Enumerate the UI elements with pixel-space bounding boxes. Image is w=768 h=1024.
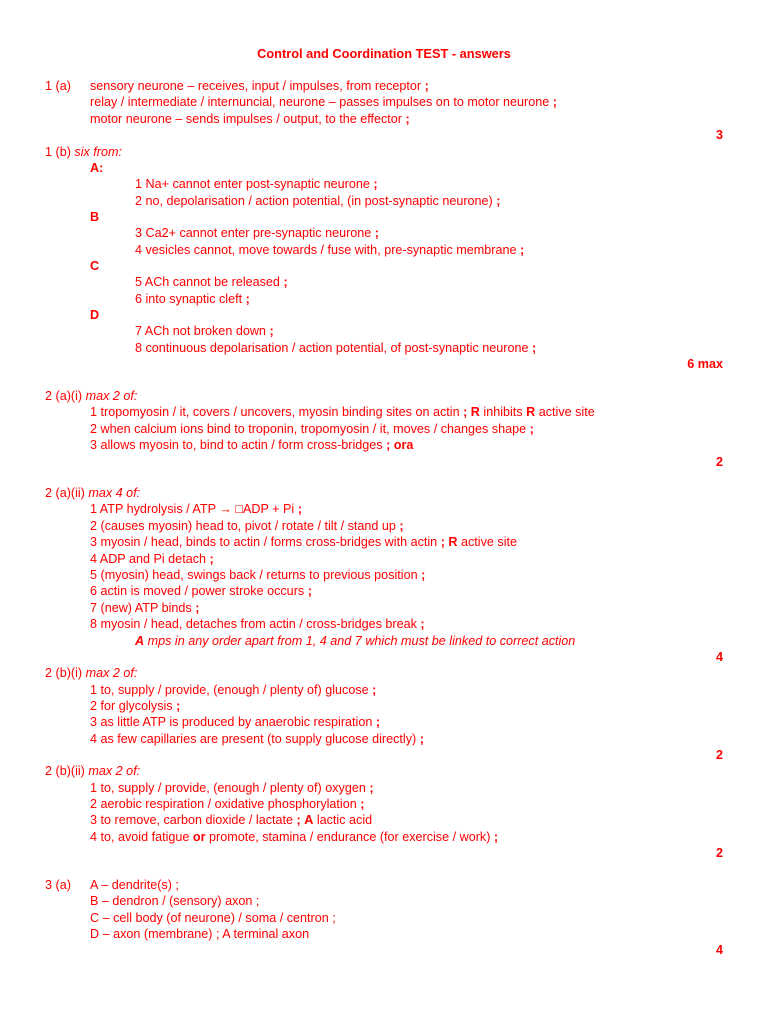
answer-text: 1 ATP hydrolysis / ATP → □ADP + Pi: [90, 502, 295, 516]
marks-total: 4: [715, 943, 723, 957]
answer-line: [90, 714, 380, 730]
mark-separator: ;: [496, 194, 501, 208]
answer-line: [135, 274, 288, 290]
group-heading-c: C: [90, 259, 100, 273]
answer-text: relay / intermediate / internuncial, neurone – passes impulses on to motor neurone: [90, 95, 550, 109]
group-heading-a: A:: [90, 161, 104, 175]
answer-text: 6 actin is moved / power stroke occurs: [90, 584, 305, 598]
mark-separator: ;: [360, 797, 365, 811]
marks-total: 2: [715, 846, 723, 860]
answer-text: 4 vesicles cannot, move towards / fuse with, pre-synaptic membrane: [135, 243, 517, 257]
answer-line: [90, 731, 424, 747]
answer-text: active site: [538, 405, 595, 419]
answer-line: [90, 78, 429, 94]
question-instruction: max 2 of:: [85, 389, 138, 403]
accept-marker: A: [304, 813, 314, 827]
answer-line: [90, 682, 376, 698]
mark-separator: ;: [375, 715, 381, 729]
examiner-note: [135, 633, 575, 649]
answer-text: inhibits: [483, 405, 523, 419]
answer-line: [90, 829, 498, 845]
mark-separator: ;: [421, 568, 426, 582]
answer-line: [135, 340, 536, 356]
mark-separator: ;: [440, 535, 445, 549]
answer-text: 1 to, supply / provide, (enough / plenty of) glucose: [90, 683, 369, 697]
mark-separator: ;: [296, 813, 301, 827]
answer-line: [90, 796, 364, 812]
mark-separator: ;: [372, 683, 377, 697]
answer-text: 1 to, supply / provide, (enough / plenty of) oxygen: [90, 781, 366, 795]
marks-total: 2: [715, 748, 723, 762]
answer-line: [135, 193, 500, 209]
answer-line: [90, 94, 557, 110]
answer-line: [90, 111, 410, 127]
answer-line: [90, 616, 425, 632]
reject-marker: R: [470, 405, 480, 419]
mark-separator: ;: [419, 732, 424, 746]
answer-text: 1 tropomyosin / it, covers / uncovers, myosin binding sites on actin: [90, 405, 460, 419]
answer-text: 2 when calcium ions bind to troponin, tropomyosin / it, moves / changes shape: [90, 422, 527, 436]
reject-marker: R: [448, 535, 458, 549]
answer-text: 2 for glycolysis: [90, 699, 173, 713]
answer-line: [90, 698, 180, 714]
page-title: Control and Coordination TEST - answers: [257, 46, 511, 61]
or-marker: or: [192, 830, 206, 844]
question-number: 2 (a)(ii): [45, 486, 85, 500]
mark-separator: ;: [369, 781, 374, 795]
answer-text: 2 (causes myosin) head to, pivot / rotate / tilt / stand up: [90, 519, 396, 533]
answer-line: [90, 437, 413, 453]
answer-line: [90, 534, 517, 550]
mark-separator: ;: [386, 438, 391, 452]
answer-text: 1 Na+ cannot enter post-synaptic neurone: [135, 177, 370, 191]
answer-line: [90, 421, 534, 437]
mark-separator: ;: [424, 79, 429, 93]
mark-separator: ;: [283, 275, 288, 289]
answer-text: sensory neurone – receives, input / impulses, from receptor: [90, 79, 422, 93]
answer-text: active site: [461, 535, 517, 549]
answer-text: 6 into synaptic cleft: [135, 292, 243, 306]
mark-separator: ;: [529, 422, 534, 436]
question-instruction: six from:: [74, 145, 122, 159]
answer-text: 3 allows myosin to, bind to actin / form cross-bridges: [90, 438, 383, 452]
question-label-2bii: [45, 763, 140, 779]
answer-text: 5 (myosin) head, swings back / returns to previous position: [90, 568, 418, 582]
accept-marker: A: [135, 634, 145, 648]
answer-line: C – cell body (of neurone) / soma / centron ;: [90, 911, 336, 925]
answer-text: lactic acid: [316, 813, 373, 827]
mark-separator: ;: [373, 177, 378, 191]
answer-text: 2 aerobic respiration / oxidative phosphorylation: [90, 797, 357, 811]
mark-separator: ;: [552, 95, 557, 109]
answer-line: [135, 291, 250, 307]
mark-separator: ;: [297, 502, 302, 516]
mark-separator: ;: [374, 226, 379, 240]
mark-separator: ;: [269, 324, 274, 338]
mark-separator: ;: [420, 617, 425, 631]
answer-line: D – axon (membrane) ; A terminal axon: [90, 927, 310, 941]
question-instruction: max 4 of:: [88, 486, 141, 500]
answer-text: 7 ACh not broken down: [135, 324, 266, 338]
answer-line: [90, 780, 374, 796]
question-instruction: max 2 of:: [85, 666, 138, 680]
answer-text: 3 as little ATP is produced by anaerobic respiration: [90, 715, 373, 729]
answer-line: [90, 583, 312, 599]
answer-text: motor neurone – sends impulses / output, to the effector: [90, 112, 402, 126]
answer-text: 8 myosin / head, detaches from actin / cross-bridges break: [90, 617, 417, 631]
question-instruction: max 2 of:: [88, 764, 141, 778]
answer-line: [90, 567, 425, 583]
answer-line: [135, 225, 379, 241]
question-number: 2 (a)(i): [45, 389, 83, 403]
mark-separator: ;: [307, 584, 312, 598]
answer-text: promote, stamina / endurance (for exercise / work): [209, 830, 491, 844]
mark-separator: ;: [176, 699, 181, 713]
question-label-3a: 3 (a): [45, 878, 71, 892]
answer-text: 3 to remove, carbon dioxide / lactate: [90, 813, 294, 827]
answer-line: [90, 501, 302, 517]
question-label-2bi: [45, 665, 137, 681]
answer-line: [90, 600, 199, 616]
question-label-2aii: [45, 485, 140, 501]
mark-separator: ;: [519, 243, 525, 257]
mark-separator: ;: [531, 341, 537, 355]
mark-separator: ;: [405, 112, 410, 126]
answer-line: [135, 323, 274, 339]
answer-text: 8 continuous depolarisation / action potential, of post-synaptic neurone: [135, 341, 529, 355]
answer-line: [135, 176, 378, 192]
answer-text: 2 no, depolarisation / action potential, (in post-synaptic neurone): [135, 194, 493, 208]
marks-total: 4: [715, 650, 723, 664]
mark-separator: ;: [463, 405, 468, 419]
answer-text: 7 (new) ATP binds: [90, 601, 192, 615]
answer-line: A – dendrite(s) ;: [90, 878, 179, 892]
answer-line: [90, 404, 595, 420]
question-label-1a: 1 (a): [45, 79, 71, 93]
answer-text: 5 ACh cannot be released: [135, 275, 280, 289]
mark-separator: ;: [399, 519, 404, 533]
reject-marker: R: [526, 405, 536, 419]
answer-text: 4 as few capillaries are present (to supply glucose directly): [90, 732, 417, 746]
mark-separator: ;: [209, 552, 214, 566]
answer-text: 3 myosin / head, binds to actin / forms cross-bridges with actin: [90, 535, 438, 549]
question-number: 2 (b)(ii): [45, 764, 85, 778]
answer-line: [90, 812, 372, 828]
answer-line: [90, 518, 404, 534]
mark-separator: ;: [245, 292, 250, 306]
marks-total: 3: [715, 128, 723, 142]
answer-text: 4 to, avoid fatigue: [90, 830, 190, 844]
answer-line: [90, 551, 214, 567]
mark-separator: ;: [493, 830, 499, 844]
question-label-2ai: [45, 388, 137, 404]
ora-marker: ora: [393, 438, 414, 452]
answer-text: 3 Ca2+ cannot enter pre-synaptic neurone: [135, 226, 372, 240]
group-heading-b: B: [90, 210, 100, 224]
question-label-1b: [45, 144, 122, 160]
answer-text: 4 ADP and Pi detach: [90, 552, 206, 566]
note-text: mps in any order apart from 1, 4 and 7 which must be linked to correct action: [147, 634, 576, 648]
marks-total: 2: [715, 455, 723, 469]
group-heading-d: D: [90, 308, 100, 322]
question-number: 2 (b)(i): [45, 666, 83, 680]
answer-line: B – dendron / (sensory) axon ;: [90, 894, 260, 908]
question-number: 1 (b): [45, 145, 71, 159]
answer-line: [135, 242, 524, 258]
mark-separator: ;: [195, 601, 200, 615]
marks-total: 6 max: [687, 357, 723, 371]
